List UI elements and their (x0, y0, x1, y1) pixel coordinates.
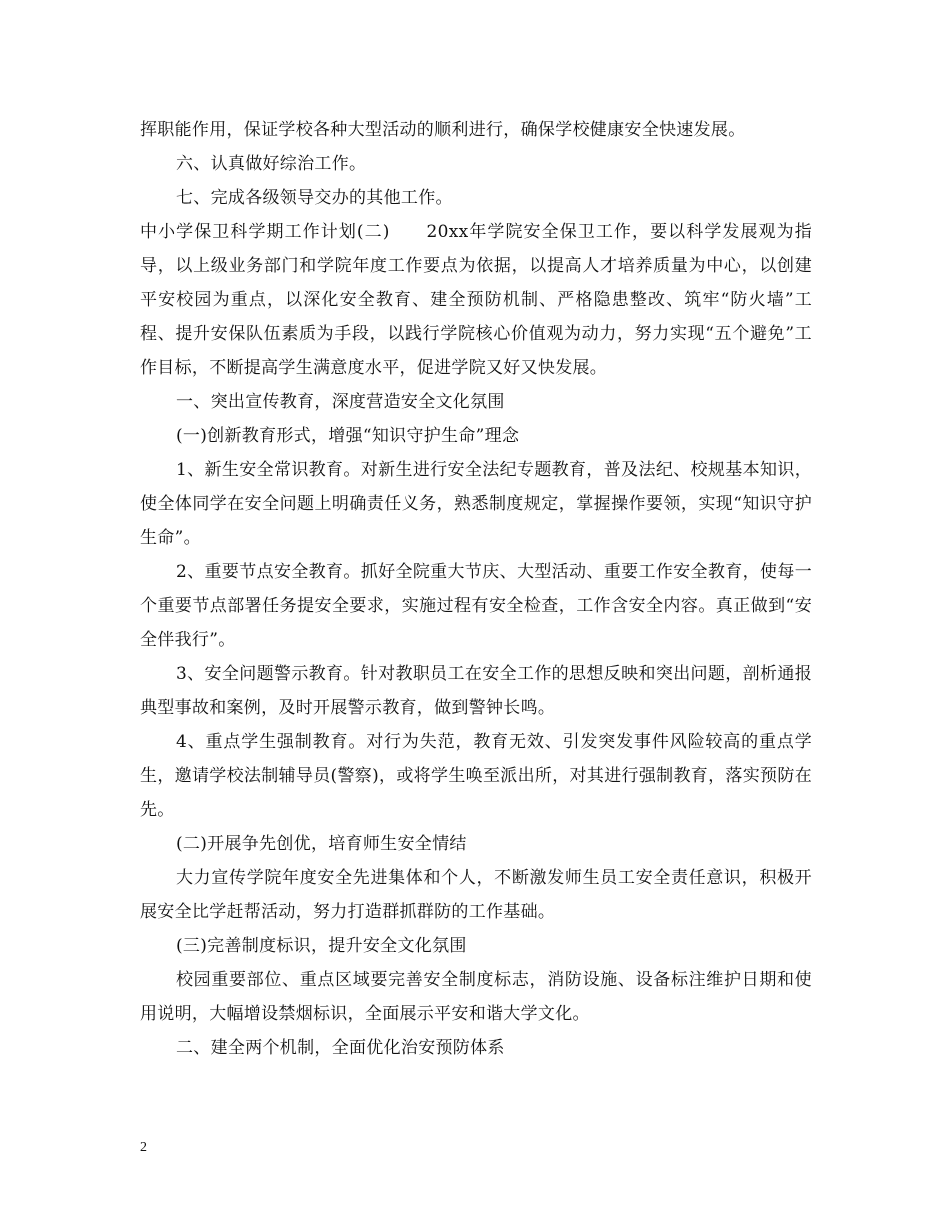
paragraph-10: 4、重点学生强制教育。对行为失范，教育无效、引发突发事件风险较高的重点学生，邀请学校法制辅导员(警察)，或将学生唤至派出所，对其进行强制教育，落实预防在先。 (140, 732, 812, 820)
paragraph-8: 2、重要节点安全教育。抓好全院重大节庆、大型活动、重要工作安全教育，使每一个重要节点部署任务提安全要求，实施过程有安全检查，工作含安全内容。真正做到“安全伴我行”。 (140, 562, 812, 650)
paragraph-1: 挥职能作用，保证学校各种大型活动的顺利进行，确保学校健康安全快速发展。 (140, 120, 746, 140)
subsection-heading-3: (三)完善制度标识，提升安全文化氛围 (176, 936, 467, 956)
paragraph-9: 3、安全问题警示教育。针对教职员工在安全工作的思想反映和突出问题，剖析通报典型事故和案例，及时开展警示教育，做到警钟长鸣。 (140, 664, 812, 718)
section-heading-1: 一、突出宣传教育，深度营造安全文化氛围 (176, 392, 505, 412)
paragraph-3: 七、完成各级领导交办的其他工作。 (176, 188, 453, 208)
subsection-heading-2: (二)开展争先创优，培育师生安全情结 (176, 834, 467, 854)
document-body (140, 113, 812, 1065)
subsection-heading-1: (一)创新教育形式，增强“知识守护生命”理念 (176, 426, 520, 446)
paragraph-7: 1、新生安全常识教育。对新生进行安全法纪专题教育，普及法纪、校规基本知识，使全体同学在安全问题上明确责任义务，熟悉制度规定，掌握操作要领，实现“知识守护生命”。 (140, 460, 812, 548)
section-heading-2: 二、建全两个机制，全面优化治安预防体系 (176, 1038, 505, 1058)
paragraph-12: 大力宣传学院年度安全先进集体和个人，不断激发师生员工安全责任意识，积极开展安全比学赶帮活动，努力打造群抓群防的工作基础。 (140, 868, 812, 922)
paragraph-14: 校园重要部位、重点区域要完善安全制度标志，消防设施、设备标注维护日期和使用说明，大幅增设禁烟标识，全面展示平安和谐大学文化。 (140, 970, 812, 1024)
page-number: 2 (140, 1140, 147, 1155)
paragraph-2: 六、认真做好综治工作。 (176, 154, 367, 174)
paragraph-4: 中小学保卫科学期工作计划(二) 20xx年学院安全保卫工作，要以科学发展观为指导，以上级业务部门和学院年度工作要点为依据，以提高人才培养质量为中心，以创建平安校园为重点，以深化安全教育、建全预防机制、严格隐患整改、筑牢“防火墙”工程、提升安保队伍素质为手段，以践行学院核心价值观为动力，努力实现“五个避免”工作目标，不断提高学生满意度水平，促进学院又好又快发展。 (140, 222, 812, 378)
